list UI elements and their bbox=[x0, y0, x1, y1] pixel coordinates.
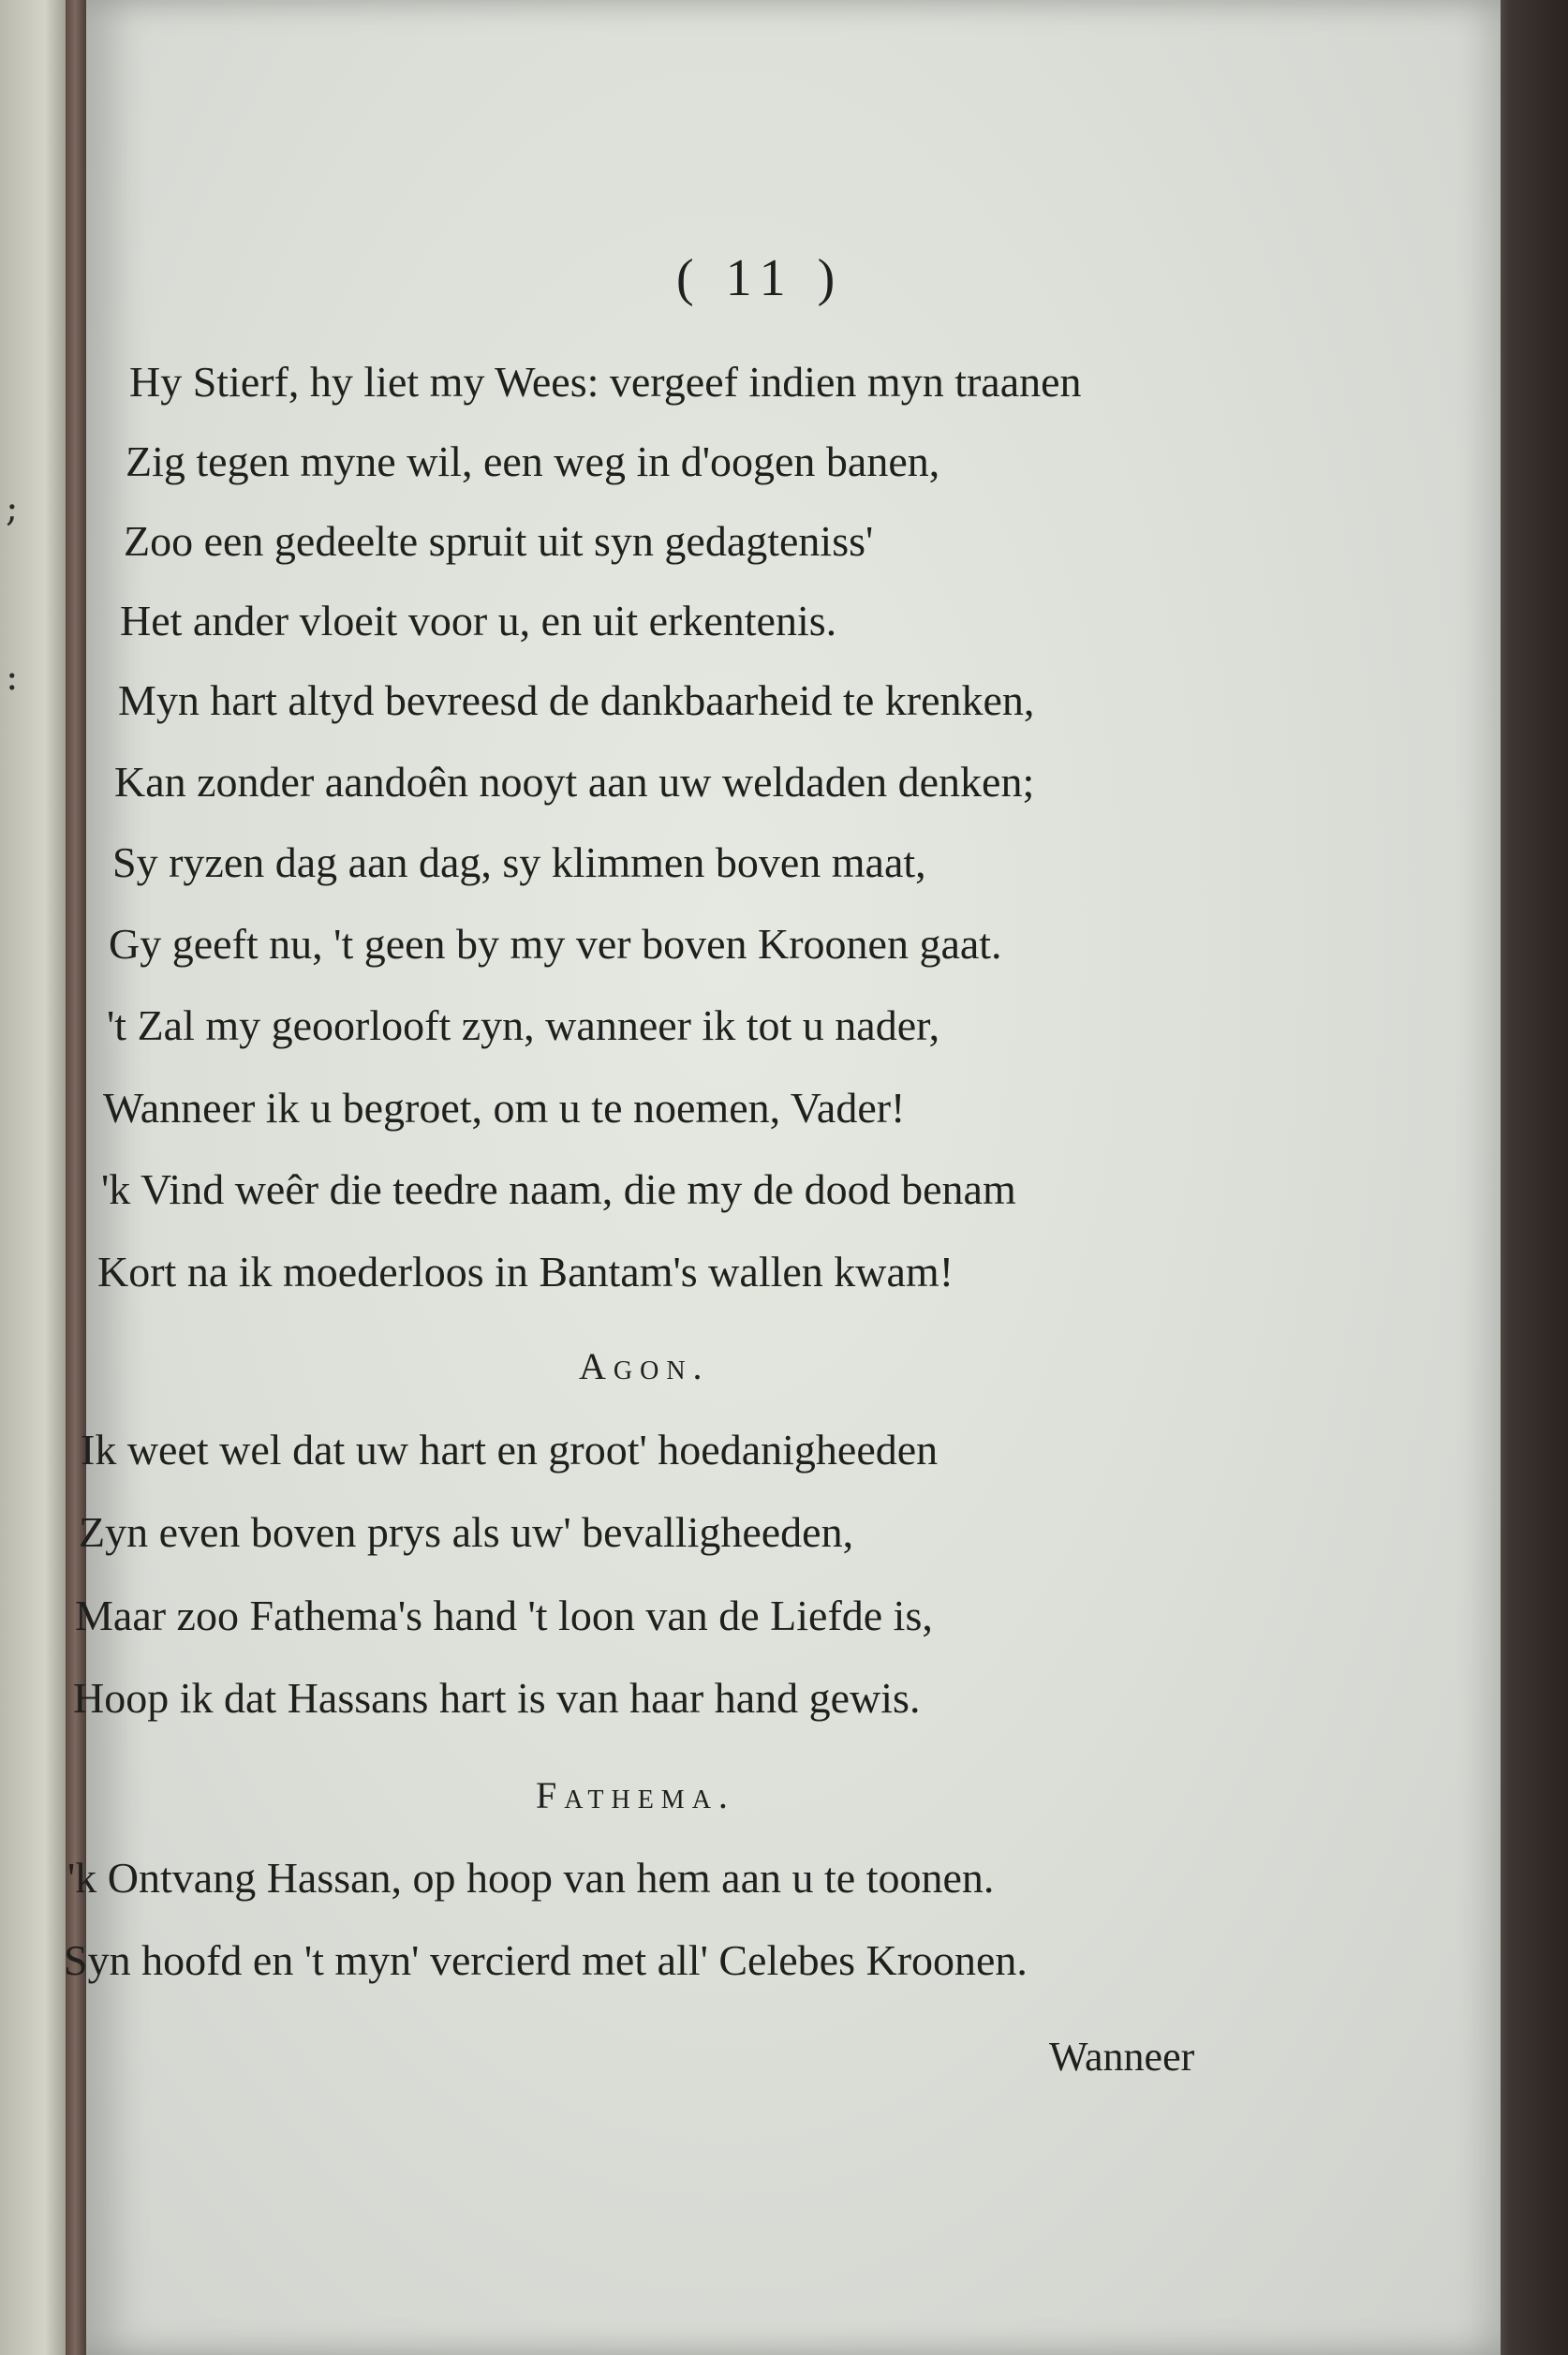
verse-line: Zoo een gedeelte spruit uit syn gedagteniss' bbox=[124, 517, 874, 565]
catchword: Wanneer bbox=[1049, 2034, 1195, 2080]
left-page-fragment: ; bbox=[6, 487, 19, 530]
verse-line: Syn hoofd en 't myn' vercierd met all' Celebes Kroonen. bbox=[64, 1936, 1028, 1984]
left-page-edge bbox=[0, 0, 75, 2355]
page-number: ( 11 ) bbox=[676, 249, 845, 307]
verse-line: Zyn even boven prys als uw' bevalligheeden, bbox=[79, 1508, 854, 1556]
book-page bbox=[64, 0, 1501, 2355]
verse-line: Hy Stierf, hy liet my Wees: vergeef indien myn traanen bbox=[129, 358, 1082, 406]
verse-line: Myn hart altyd bevreesd de dankbaarheid te krenken, bbox=[118, 676, 1035, 724]
verse-line: Gy geeft nu, 't geen by my ver boven Kroonen gaat. bbox=[109, 920, 1002, 968]
verse-line: Ik weet wel dat uw hart en groot' hoedanigheeden bbox=[81, 1426, 939, 1474]
speaker-heading: Fathema. bbox=[536, 1774, 735, 1816]
left-page-fragment: : bbox=[6, 656, 19, 699]
verse-line: Hoop ik dat Hassans hart is van haar hand gewis. bbox=[73, 1674, 921, 1722]
verse-line: 'k Ontvang Hassan, op hoop van hem aan u te toonen. bbox=[67, 1854, 995, 1902]
verse-line: Kort na ik moederloos in Bantam's wallen kwam! bbox=[97, 1248, 954, 1296]
verse-line: 't Zal my geoorlooft zyn, wanneer ik tot u nader, bbox=[107, 1001, 940, 1049]
verse-line: Zig tegen myne wil, een weg in d'oogen banen, bbox=[126, 437, 940, 485]
verse-line: 'k Vind weêr die teedre naam, die my de dood benam bbox=[101, 1165, 1016, 1213]
verse-line: Het ander vloeit voor u, en uit erkentenis. bbox=[120, 597, 837, 644]
verse-line: Kan zonder aandoên nooyt aan uw weldaden denken; bbox=[114, 758, 1035, 806]
verse-line: Maar zoo Fathema's hand 't loon van de Liefde is, bbox=[75, 1592, 933, 1639]
speaker-heading: Agon. bbox=[579, 1345, 710, 1387]
verse-line: Wanneer ik u begroet, om u te noemen, Vader! bbox=[103, 1084, 906, 1132]
verse-line: Sy ryzen dag aan dag, sy klimmen boven maat, bbox=[112, 838, 926, 886]
